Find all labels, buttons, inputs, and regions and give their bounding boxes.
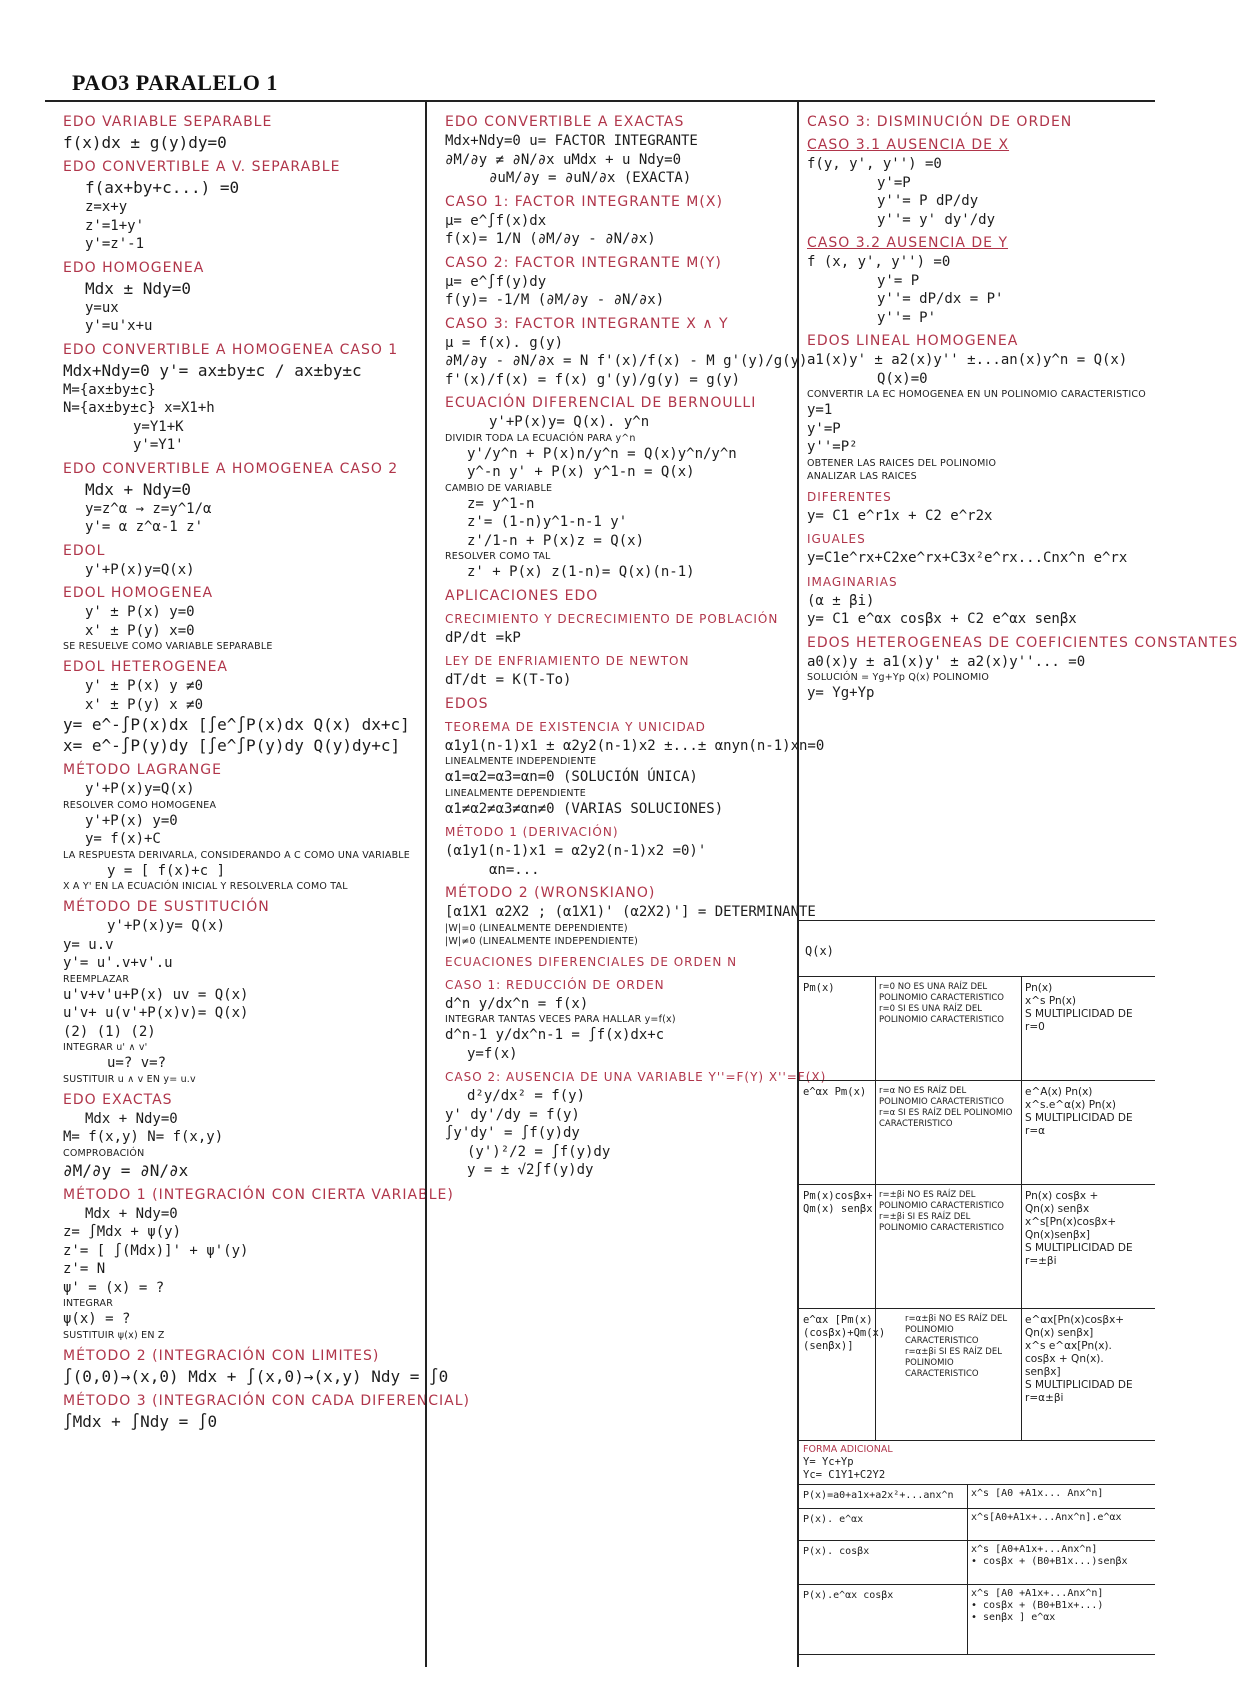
note-text: RESOLVER COMO HOMOGENEA xyxy=(63,799,217,811)
formula-line: y''=P² xyxy=(807,439,858,455)
formula-line: (α ± βi) xyxy=(807,592,875,609)
formula-line: dT/dt = K(T-To) xyxy=(445,672,572,688)
note-text: ANALIZAR LAS RAICES xyxy=(807,470,917,482)
section-heading: CASO 3: FACTOR INTEGRANTE X ∧ Y xyxy=(445,315,729,332)
formula-line: M={ax±by±c} xyxy=(63,381,156,398)
table-cell-condition: r=α±βi NO ES RAÍZ DEL POLINOMIO CARACTERISTICO r=α±βi SI ES RAÍZ DEL POLINOMIO CARACTERISTICO xyxy=(905,1314,1008,1379)
forma-cell-input: P(x). e^αx xyxy=(803,1514,864,1525)
table-divider xyxy=(967,1484,968,1654)
subsection-heading: ECUACIONES DIFERENCIALES DE ORDEN N xyxy=(445,954,738,969)
formula-line: ψ(x) = ? xyxy=(63,1311,131,1327)
note-text: CAMBIO DE VARIABLE xyxy=(445,482,553,494)
formula-line: y=f(x) xyxy=(467,1045,518,1062)
formula-line: dP/dt =kP xyxy=(445,629,521,646)
formula-line: z'=1+y' xyxy=(85,217,145,234)
section-heading: EDO HOMOGENEA xyxy=(63,259,205,276)
forma-line: Y= Yc+Yp xyxy=(803,1456,854,1468)
table-cell-q: Pm(x)cosβx+ Qm(x) senβx xyxy=(803,1190,873,1215)
formula-line: y'=P xyxy=(877,174,911,191)
formula-line: ∫Mdx + ∫Ndy = ∫0 xyxy=(63,1411,218,1431)
note-text: LA RESPUESTA DERIVARLA, CONSIDERANDO A C COMO UNA VARIABLE xyxy=(63,849,410,861)
note-text: OBTENER LAS RAICES DEL POLINOMIO xyxy=(807,457,997,469)
formula-line: y= f(x)+C xyxy=(85,831,161,847)
note-text: INTEGRAR u' ∧ v' xyxy=(63,1042,148,1053)
section-heading: CASO 3.1 AUSENCIA DE X xyxy=(807,137,1010,153)
section-heading: MÉTODO 2 (WRONSKIANO) xyxy=(445,885,656,901)
formula-line: α1=α2=α3=αn=0 (SOLUCIÓN ÚNICA) xyxy=(445,769,698,785)
formula-line: αn=... xyxy=(489,861,540,878)
formula-line: α1≠α2≠α3≠αn≠0 (VARIAS SOLUCIONES) xyxy=(445,800,724,817)
formula-line: y= C1 e^αx cosβx + C2 e^αx senβx xyxy=(807,611,1077,627)
section-heading: MÉTODO DE SUSTITUCIÓN xyxy=(63,899,270,915)
section-heading: EDO CONVERTIBLE A V. SEPARABLE xyxy=(63,159,341,175)
formula-line: y'+P(x)y= Q(x). y^n xyxy=(489,414,650,430)
formula-line: (y')²/2 = ∫f(y)dy xyxy=(467,1143,611,1160)
formula-line: y'+P(x)y= Q(x) xyxy=(107,918,226,934)
forma-cell-input: P(x).e^αx cosβx xyxy=(803,1590,894,1601)
formula-line: z' + P(x) z(1-n)= Q(x)(n-1) xyxy=(467,564,695,580)
section-heading: EDO EXACTAS xyxy=(63,1091,173,1108)
formula-line: d²y/dx² = f(y) xyxy=(467,1088,586,1104)
section-heading: MÉTODO 2 (INTEGRACIÓN CON LIMITES) xyxy=(63,1347,380,1364)
subsection-heading: CASO 2: AUSENCIA DE UNA VARIABLE Y''=F(Y) X''=F(X) xyxy=(445,1070,827,1084)
formula-line: y' ± P(x) y ≠0 xyxy=(85,678,204,694)
forma-cell-input: P(x)=a0+a1x+a2x²+...anx^n xyxy=(803,1490,954,1501)
subsection-heading: CASO 1: REDUCCIÓN DE ORDEN xyxy=(445,977,665,992)
section-heading: EDOL HETEROGENEA xyxy=(63,659,229,675)
section-heading: CASO 1: FACTOR INTEGRANTE Μ(X) xyxy=(445,193,723,210)
table-cell-solution: Pn(x) x^s Pn(x) S MULTIPLICIDAD DE r=0 xyxy=(1025,982,1133,1033)
table-bottom-border xyxy=(799,1654,1155,1655)
formula-line: y=1 xyxy=(807,402,833,418)
formula-line: f(y, y', y'') =0 xyxy=(807,156,942,172)
formula-line: y'=z'-1 xyxy=(85,236,145,252)
forma-row-border xyxy=(799,1508,1155,1509)
forma-row-border xyxy=(799,1584,1155,1585)
note-text: DIVIDIR TODA LA ECUACIÓN PARA y^n xyxy=(445,432,636,444)
subsection-heading: TEOREMA DE EXISTENCIA Y UNICIDAD xyxy=(445,719,706,734)
section-heading: MÉTODO LAGRANGE xyxy=(63,762,222,778)
formula-line: z'= [ ∫(Mdx)]' + ψ'(y) xyxy=(63,1242,249,1259)
formula-line: y = ± √2∫f(y)dy xyxy=(467,1162,594,1178)
formula-line: ∂uM/∂y = ∂uN/∂x (EXACTA) xyxy=(489,170,692,186)
formula-line: Mdx + Ndy=0 xyxy=(85,1110,178,1127)
formula-line: z'/1-n + P(x)z = Q(x) xyxy=(467,532,645,549)
section-heading: ECUACIÓN DIFERENCIAL DE BERNOULLI xyxy=(445,395,757,411)
note-text: SOLUCIÓN = Yg+Yp Q(x) POLINOMIO xyxy=(807,672,990,683)
forma-cell-form: x^s [A0+A1x+...Anx^n] • cosβx + (B0+B1x...)senβx xyxy=(971,1544,1128,1567)
formula-line: Q(x)=0 xyxy=(877,370,928,387)
forma-cell-form: x^s [A0 +A1x+...Anx^n] • cosβx + (B0+B1x+...) • senβx ] e^αx xyxy=(971,1588,1104,1623)
note-text: SE RESUELVE COMO VARIABLE SEPARABLE xyxy=(63,641,273,652)
formula-line: f(ax+by+c...) =0 xyxy=(85,178,240,197)
note-text: |W|≠0 (LINEALMENTE INDEPENDIENTE) xyxy=(445,935,639,947)
table-cell-solution: e^αx[Pn(x)cosβx+ Qn(x) senβx] x^s e^αx[Pn(x). cosβx + Qn(x). senβx] S MULTIPLICIDAD DE r=α±βi xyxy=(1025,1314,1133,1404)
formula-line: y'= u'.v+v'.u xyxy=(63,955,173,971)
formula-line: ∫(0,0)→(x,0) Mdx + ∫(x,0)→(x,y) Ndy = ∫0 xyxy=(63,1366,449,1386)
formula-line: x' ± P(y) x=0 xyxy=(85,622,195,639)
note-text: |W|=0 (LINEALMENTE DEPENDIENTE) xyxy=(445,922,628,934)
formula-line: μ= e^∫f(x)dx xyxy=(445,212,547,229)
section-heading: EDO CONVERTIBLE A EXACTAS xyxy=(445,114,685,130)
formula-line: y''= dP/dx = P' xyxy=(877,291,1004,307)
formula-line: u'v+v'u+P(x) uv = Q(x) xyxy=(63,986,249,1003)
table-top-border xyxy=(799,920,1155,921)
table-cell-q: e^αx Pm(x) xyxy=(803,1086,867,1098)
note-text: SUSTITUIR u ∧ v EN y= u.v xyxy=(63,1073,196,1085)
formula-line: y= e^-∫P(x)dx [∫e^∫P(x)dx Q(x) dx+c] xyxy=(63,715,410,734)
formula-line: y''= P' xyxy=(877,309,937,326)
formula-line: a0(x)y ± a1(x)y' ± a2(x)y''... =0 xyxy=(807,653,1086,670)
formula-line: y= Yg+Yp xyxy=(807,685,875,701)
formula-line: f(x)dx ± g(y)dy=0 xyxy=(63,133,227,152)
formula-line: μ= e^∫f(y)dy xyxy=(445,273,547,290)
section-heading: EDOL HOMOGENEA xyxy=(63,585,214,601)
formula-line: y'= P xyxy=(877,272,920,289)
forma-title: FORMA ADICIONAL xyxy=(803,1444,893,1455)
formula-line: Mdx ± Ndy=0 xyxy=(85,278,191,298)
note-text: X A Y' EN LA ECUACIÓN INICIAL Y RESOLVERLA COMO TAL xyxy=(63,881,348,892)
note-text: INTEGRAR TANTAS VECES PARA HALLAR y=f(x) xyxy=(445,1014,676,1025)
note-text: LINEALMENTE DEPENDIENTE xyxy=(445,787,586,799)
formula-line: d^n y/dx^n = f(x) xyxy=(445,995,589,1012)
table-row-border xyxy=(799,1184,1155,1185)
table-header: Q(x) xyxy=(805,944,834,958)
section-heading: EDOS HETEROGENEAS DE COEFICIENTES CONSTANTES xyxy=(807,634,1238,651)
formula-line: y = [ f(x)+c ] xyxy=(107,862,226,879)
formula-line: f(y)= -1/M (∂M/∂y - ∂N/∂x) xyxy=(445,292,665,308)
note-text: SUSTITUIR ψ(x) EN Z xyxy=(63,1329,165,1341)
formula-line: Mdx+Ndy=0 y'= ax±by±c / ax±by±c xyxy=(63,360,362,380)
table-cell-condition: r=±βi NO ES RAÍZ DEL POLINOMIO CARACTERISTICO r=±βi SI ES RAÍZ DEL POLINOMIO CARACTERISTICO xyxy=(879,1190,1004,1233)
formula-line: y= u.v xyxy=(63,936,114,953)
section-heading: APLICACIONES EDO xyxy=(445,587,599,604)
table-row-border xyxy=(799,1308,1155,1309)
forma-cell-form: x^s[A0+A1x+...Anx^n].e^αx xyxy=(971,1512,1122,1523)
formula-line: (2) (1) (2) xyxy=(63,1023,156,1040)
formula-line: y= C1 e^r1x + C2 e^r2x xyxy=(807,507,993,524)
formula-line: y'+P(x) y=0 xyxy=(85,812,178,829)
section-heading: CASO 3.2 AUSENCIA DE Y xyxy=(807,235,1009,251)
subsection-heading: IGUALES xyxy=(807,532,866,546)
formula-line: z=x+y xyxy=(85,199,128,215)
note-text: COMPROBACIÓN xyxy=(63,1147,145,1159)
table-row-border xyxy=(799,1080,1155,1081)
subsection-heading: MÉTODO 1 (DERIVACIÓN) xyxy=(445,825,619,839)
formula-line: y''= P dP/dy xyxy=(877,193,979,209)
formula-line: y=z^α → z=y^1/α xyxy=(85,500,212,517)
section-heading: CASO 2: FACTOR INTEGRANTE Μ(Y) xyxy=(445,254,722,271)
page-title: PAO3 PARALELO 1 xyxy=(72,70,278,95)
formula-line: y=C1e^rx+C2xe^rx+C3x²e^rx...Cnx^n e^rx xyxy=(807,550,1128,566)
formula-line: [α1X1 α2X2 ; (α1X1)' (α2X2)'] = DETERMINANTE xyxy=(445,904,816,920)
section-heading: EDOS xyxy=(445,695,489,712)
formula-line: M= f(x,y) N= f(x,y) xyxy=(63,1129,224,1145)
formula-line: u'v+ u(v'+P(x)v)= Q(x) xyxy=(63,1005,249,1021)
section-heading: EDO CONVERTIBLE A HOMOGENEA CASO 2 xyxy=(63,460,399,477)
formula-line: ∂M/∂y ≠ ∂N/∂x uMdx + u Ndy=0 xyxy=(445,151,682,168)
formula-line: d^n-1 y/dx^n-1 = ∫f(x)dx+c xyxy=(445,1027,665,1043)
section-heading: EDO VARIABLE SEPARABLE xyxy=(63,114,273,130)
formula-line: ∂M/∂y - ∂N/∂x = N f'(x)/f(x) - M g'(y)/g(y) xyxy=(445,353,808,369)
subsection-heading: CRECIMIENTO Y DECRECIMIENTO DE POBLACIÓN xyxy=(445,611,779,626)
formula-line: Mdx + Ndy=0 xyxy=(85,1205,178,1222)
formula-line: ψ' = (x) = ? xyxy=(63,1279,165,1296)
table-divider xyxy=(875,976,876,1440)
forma-row-border xyxy=(799,1540,1155,1541)
formula-line: u=? v=? xyxy=(107,1055,167,1071)
formula-line: f(x)= 1/N (∂M/∂y - ∂N/∂x) xyxy=(445,231,656,247)
formula-line: z= y^1-n xyxy=(467,495,535,512)
formula-line: y'= α z^α-1 z' xyxy=(85,519,204,535)
formula-line: N={ax±by±c} x=X1+h xyxy=(63,400,215,416)
formula-line: Mdx+Ndy=0 u= FACTOR INTEGRANTE xyxy=(445,133,698,149)
formula-line: y' dy'/dy = f(y) xyxy=(445,1106,580,1123)
note-text: REEMPLAZAR xyxy=(63,973,130,985)
table-divider xyxy=(1021,976,1022,1440)
table-cell-solution: Pn(x) cosβx + Qn(x) senβx x^s[Pn(x)cosβx+ Qn(x)senβx] S MULTIPLICIDAD DE r=±βi xyxy=(1025,1190,1133,1267)
subsection-heading: DIFERENTES xyxy=(807,489,892,504)
table-cell-q: e^αx [Pm(x) (cosβx)+Qm(x) (senβx)] xyxy=(803,1314,886,1352)
formula-line: (α1y1(n-1)x1 = α2y2(n-1)x2 =0)' xyxy=(445,843,707,859)
subsection-heading: LEY DE ENFRIAMIENTO DE NEWTON xyxy=(445,654,690,668)
formula-line: α1y1(n-1)x1 ± α2y2(n-1)x2 ±...± αnyn(n-1)xn=0 xyxy=(445,737,825,754)
table-cell-q: Pm(x) xyxy=(803,982,835,994)
forma-border xyxy=(799,1440,1155,1441)
formula-line: f (x, y', y'') =0 xyxy=(807,254,951,270)
formula-line: μ = f(x). g(y) xyxy=(445,334,564,351)
formula-line: z'= N xyxy=(63,1261,106,1277)
formula-line: x= e^-∫P(y)dy [∫e^∫P(y)dy Q(y)dy+c] xyxy=(63,736,401,755)
table-cell-condition: r=0 NO ES UNA RAÍZ DEL POLINOMIO CARACTERISTICO r=0 SI ES UNA RAÍZ DEL POLINOMIO CARACTERISTICO xyxy=(879,982,1004,1025)
formula-line: y'=Y1' xyxy=(133,437,184,453)
section-heading: CASO 3: DISMINUCIÓN DE ORDEN xyxy=(807,114,1073,130)
formula-line: y=Y1+K xyxy=(133,418,184,435)
formula-line: y' ± P(x) y=0 xyxy=(85,604,195,620)
table-cell-condition: r=α NO ES RAÍZ DEL POLINOMIO CARACTERISTICO r=α SI ES RAÍZ DEL POLINOMIO CARACTERISTICO xyxy=(879,1086,1013,1129)
formula-line: y^-n y' + P(x) y^1-n = Q(x) xyxy=(467,464,695,480)
section-heading: MÉTODO 1 (INTEGRACIÓN CON CIERTA VARIABLE) xyxy=(63,1186,454,1203)
formula-line: z= ∫Mdx + ψ(y) xyxy=(63,1224,182,1240)
formula-line: y'=u'x+u xyxy=(85,318,153,334)
formula-line: a1(x)y' ± a2(x)y'' ±...an(x)y^n = Q(x) xyxy=(807,352,1128,368)
table-cell-solution: e^A(x) Pn(x) x^s.e^α(x) Pn(x) S MULTIPLICIDAD DE r=α xyxy=(1025,1086,1133,1137)
formula-line: ∂M/∂y = ∂N/∂x xyxy=(63,1160,189,1180)
formula-line: x' ± P(y) x ≠0 xyxy=(85,696,204,713)
formula-line: y''= y' dy'/dy xyxy=(877,211,996,228)
forma-row-border xyxy=(799,1484,1155,1485)
forma-line: Yc= C1Y1+C2Y2 xyxy=(803,1469,886,1481)
note-text: LINEALMENTE INDEPENDIENTE xyxy=(445,756,597,767)
formula-line: f'(x)/f(x) = f(x) g'(y)/g(y) = g(y) xyxy=(445,371,741,388)
formula-line: y'+P(x)y=Q(x) xyxy=(85,561,195,578)
section-heading: EDOL xyxy=(63,542,106,559)
forma-cell-form: x^s [A0 +A1x... Anx^n] xyxy=(971,1488,1104,1499)
section-heading: EDOS LINEAL HOMOGENEA xyxy=(807,333,1019,349)
section-heading: EDO CONVERTIBLE A HOMOGENEA CASO 1 xyxy=(63,341,399,358)
column-3 xyxy=(797,102,1238,1667)
forma-cell-input: P(x). cosβx xyxy=(803,1546,870,1557)
formula-line: y'+P(x)y=Q(x) xyxy=(85,781,195,797)
table-row-border xyxy=(799,976,1155,977)
note-text: CONVERTIR LA EC HOMOGENEA EN UN POLINOMIO CARACTERISTICO xyxy=(807,389,1146,400)
formula-line: y=ux xyxy=(85,299,119,316)
formula-line: z'= (1-n)y^1-n-1 y' xyxy=(467,514,628,530)
formula-line: ∫y'dy' = ∫f(y)dy xyxy=(445,1125,580,1141)
section-heading: MÉTODO 3 (INTEGRACIÓN CON CADA DIFERENCIAL) xyxy=(63,1392,470,1409)
note-text: RESOLVER COMO TAL xyxy=(445,551,551,562)
notes-frame xyxy=(45,100,1238,1667)
column-3-notes xyxy=(807,113,1238,703)
formula-line: y'/y^n + P(x)n/y^n = Q(x)y^n/y^n xyxy=(467,445,737,462)
subsection-heading: IMAGINARIAS xyxy=(807,574,898,589)
note-text: INTEGRAR xyxy=(63,1298,113,1309)
formula-line: Mdx + Ndy=0 xyxy=(85,479,191,499)
formula-line: y'=P xyxy=(807,420,841,437)
